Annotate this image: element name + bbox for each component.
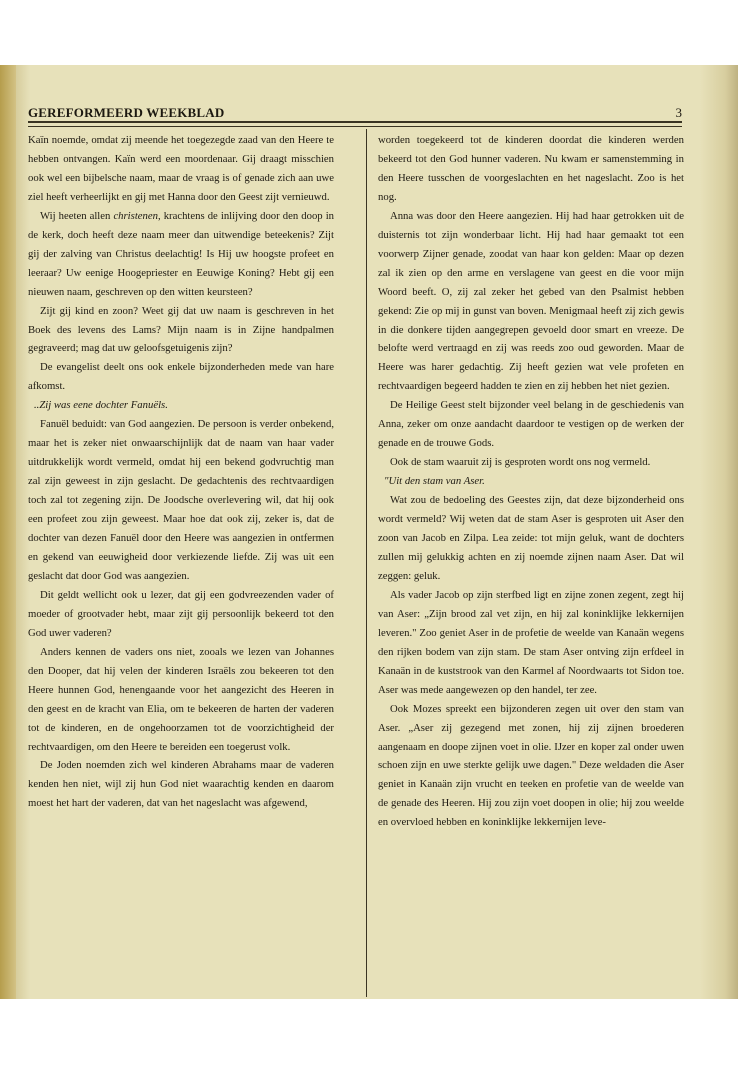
paragraph: Ook Mozes spreekt een bijzonderen zegen uit over den stam van Aser. „Aser zij gezegend met zonen, hij zij zijnen broederen aangenaam en doope zijnen voet in olie. IJzer en koper zal onder uwen schoen zijn en uwe sterkte gelijk uwe dagen." Deze weldaden die Aser geniet in Kanaän zijn vrucht en teeken en profetie van de weelde van de genade des Heeren. Hij zou zijn voet doopen in olie; hij zou weelde en overvloed hebben en koninklijke lekkernijen leve- bbox=[378, 702, 684, 829]
paragraph: Dit geldt wellicht ook u lezer, dat gij een godvreezenden vader of moeder of grootvader hebt, maar zijt gij persoonlijk bekeerd tot den God uwer vaderen? bbox=[28, 588, 334, 639]
page-number: 3 bbox=[675, 105, 682, 120]
paragraph: De Heilige Geest stelt bijzonder veel belang in de geschiedenis van Anna, zeker om onze aandacht daardoor te vestigen op de werken der genade en de trouwe Gods. bbox=[378, 399, 684, 450]
subheading: "Uit den stam van Aser. bbox=[384, 475, 485, 488]
column-divider bbox=[366, 129, 367, 997]
paragraph: Ook de stam waaruit zij is gesproten wordt ons nog vermeld. bbox=[390, 456, 651, 469]
newspaper-page bbox=[0, 65, 738, 999]
paragraph: worden toegekeerd tot de kinderen doordat die kinderen werden bekeerd tot den God hunner vaderen. Nu kwam er samenstemming in den Heere tusschen de voorgeslachten en het nageslacht. Zoo is het nog. bbox=[378, 134, 684, 203]
paragraph: Wij heeten allen christenen, krachtens de inlijving door den doop in de kerk, doch heeft deze naam meer dan uitwendige beteekenis? Zijt gij der zalving van Christus deelachtig! Is Hij uw hoogste profeet en leeraar? Uw eenige Hoogepriester en Eeuwige Koning? Hebt gij een nieuwen naam, geschreven op den witten keursteen? bbox=[28, 209, 335, 298]
paragraph: Anders kennen de vaders ons niet, zooals we lezen van Johannes den Dooper, dat hij velen der kinderen Israëls zou bekeeren tot den Heere hunnen God, henengaande voor het aangezicht des Heeren in den geest en de kracht van Elia, om te bekeeren de harten der vaderen tot de kinderen, en de ongehoorzamen tot de voorzichtigheid der rechtvaardigen, om den Heere te bereiden een toegerust volk. bbox=[28, 645, 334, 753]
paragraph: Fanuël beduidt: van God aangezien. De persoon is verder onbekend, maar het is zeker niet onwaarschijnlijk dat de naam van haar vader uitdrukkelijk wordt vermeld, omdat hij een bekend godvruchtig man zal zijn geweest in zijn geslacht. De gedachtenis des rechtvaardigen toch zal tot zegening zijn. De Joodsche overlevering wil, dat hij ook een profeet zou zijn geweest. Maar hoe dat ook zij, zeker is, dat de dochter van dezen Fanuël door den Heere was aangezien in ontfermen en gekend van eeuwigheid door verkiezende liefde. Zij was uit een geslacht dat door God was aangezien. bbox=[28, 418, 334, 582]
paragraph: Zijt gij kind en zoon? Weet gij dat uw naam is geschreven in het Boek des levens des Lams? Mijn naam is in Zijne handpalmen gegraveerd; mag dat uw geloofsgetuigenis zijn? bbox=[28, 304, 334, 355]
subheading: ..Zij was eene dochter Fanuëls. bbox=[34, 399, 168, 412]
page-header bbox=[28, 105, 682, 123]
left-column bbox=[28, 131, 334, 813]
paragraph: De Joden noemden zich wel kinderen Abrahams maar de vaderen kenden hen niet, wijl zij hun God niet waarachtig kenden en daarom moest het hart der vaderen, dat van het nageslacht was afgewend, bbox=[28, 759, 334, 810]
paragraph: Anna was door den Heere aangezien. Hij had haar getrokken uit de duisternis tot zijn wonderbaar licht. Hij had haar gemaakt tot een voorwerp Zijner genade, zoodat van haar kon gelden: Maar op dezen zal ik zien op den arme en verslagene van geest en die voor mijn Woord beeft. O, zij zal zeker het gebed van den Psalmist hebben gekend: Zie op mij in gunst van boven. Menigmaal heeft zij zich gewis in die donkere tijden aangegrepen gevoeld door smart en vreeze. De belofte werd vertraagd en zij was reeds zoo oud geworden. Maar de Heere was harer gedachtig. Zij heeft gezien wat vele profeten en rechtvaardigen begeerd hadden te zien en zij hebben het niet gezien. bbox=[378, 209, 684, 393]
header-rule bbox=[28, 126, 682, 127]
right-column bbox=[378, 131, 684, 832]
paragraph: Als vader Jacob op zijn sterfbed ligt en zijne zonen zegent, zegt hij van Aser: „Zijn brood zal vet zijn, en hij zal koninklijke lekkernijen leveren." Zoo geniet Aser in de profetie de weelde van Kanaän wegens den rijken bodem van zijn stam. De stam Aser ontving zijn erfdeel in Kanaän in de kuststrook van den Karmel af Noordwaarts tot Sidon toe. Aser was mede aangewezen op den handel, ter zee. bbox=[378, 588, 684, 696]
publication-title: GEREFORMEERD WEEKBLAD bbox=[28, 105, 225, 120]
paragraph: Wat zou de bedoeling des Geestes zijn, dat deze bijzonderheid ons wordt vermeld? Wij weten dat de stam Aser is gesproten uit Aser den zoon van Jacob en Zilpa. Lea zeide: tot mijn geluk, want de dochters zullen mij gelukkig achten en zij noemde zijnen naam Aser. Dat wil zeggen: geluk. bbox=[378, 494, 684, 582]
paragraph: De evangelist deelt ons ook enkele bijzonderheden mede van hare afkomst. bbox=[28, 361, 334, 393]
paragraph: Kaïn noemde, omdat zij meende het toegezegde zaad van den Heere te hebben ontvangen. Kaïn werd een moordenaar. Gij draagt misschien ook wel een bijbelsche naam, maar de vraag is of genade zich aan uwe ziel heeft verheerlijkt en gij met Hanna door den Geest zijt vernieuwd. bbox=[28, 134, 334, 203]
